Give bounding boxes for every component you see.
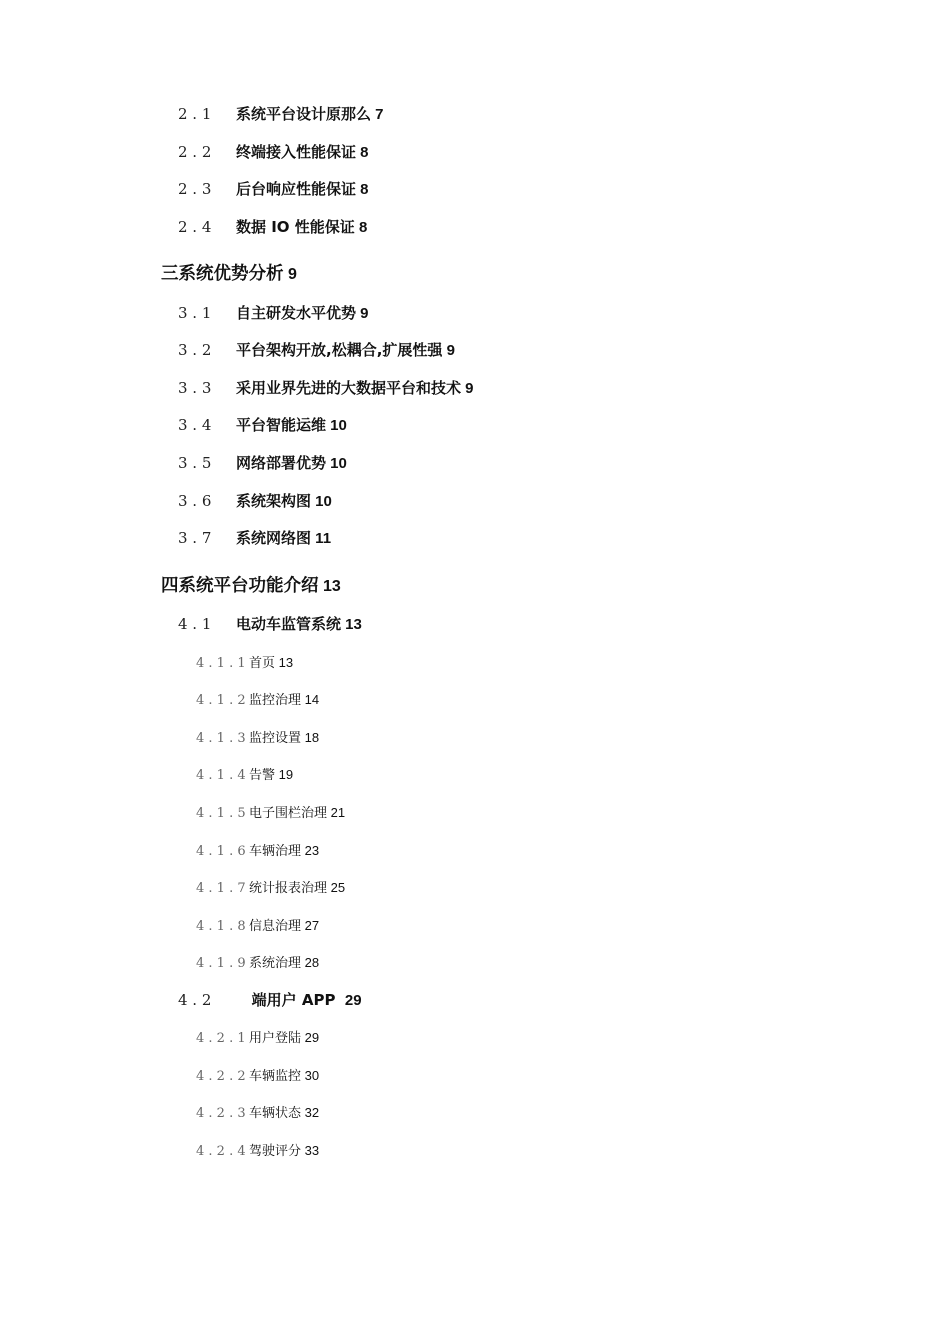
toc-title: 自主研发水平优势: [236, 304, 357, 322]
toc-page: 11: [311, 530, 332, 547]
toc-title: 监控治理: [249, 693, 302, 708]
toc-entry-4-2-3[interactable]: [196, 1106, 319, 1120]
toc-page: 13: [341, 616, 362, 633]
toc-page: 21: [327, 805, 346, 820]
toc-title: 后台响应性能保证: [236, 180, 357, 198]
toc-entry-4-1[interactable]: [178, 617, 362, 632]
toc-page: 8: [356, 144, 369, 161]
toc-page: 25: [327, 880, 346, 895]
toc-page: 23: [301, 843, 320, 858]
toc-title: 驾驶评分: [249, 1144, 302, 1159]
toc-entry-2-4[interactable]: [178, 220, 367, 235]
toc-entry-2-1[interactable]: [178, 107, 384, 122]
toc-title: 端用户 APP: [236, 991, 341, 1009]
toc-title: 平台架构开放,松耦合,扩展性强: [236, 341, 443, 359]
toc-entry-3-5[interactable]: [178, 456, 347, 471]
toc-title: 用户登陆: [249, 1031, 302, 1046]
toc-page: 13: [318, 578, 341, 595]
toc-page: 27: [301, 918, 320, 933]
toc-number: 4 . 1: [178, 615, 212, 633]
toc-entry-4-1-7[interactable]: [196, 881, 345, 895]
toc-entry-2-3[interactable]: [178, 182, 369, 197]
toc-number: 4 . 1 . 4: [196, 768, 246, 783]
toc-title: 三系统优势分析: [161, 264, 284, 284]
toc-entry-4-2-4[interactable]: [196, 1144, 319, 1158]
toc-entry-3-1[interactable]: [178, 306, 369, 321]
toc-page: 10: [311, 493, 332, 510]
toc-title: 首页: [249, 656, 276, 671]
toc-title: 终端接入性能保证: [236, 143, 357, 161]
toc-page: 9: [356, 305, 369, 322]
toc-entry-3-7[interactable]: [178, 531, 331, 546]
toc-number: 3 . 2: [178, 341, 212, 359]
toc-number: 3 . 4: [178, 416, 212, 434]
toc-number: 2 . 1: [178, 105, 212, 123]
toc-entry-4-1-5[interactable]: [196, 806, 345, 820]
toc-title: 监控设置: [249, 731, 302, 746]
toc-number: 4 . 1 . 5: [196, 806, 246, 821]
toc-page: 9: [461, 380, 474, 397]
toc-page: 9: [283, 266, 297, 283]
toc-page: 8: [356, 181, 369, 198]
toc-title: 系统架构图: [236, 492, 312, 510]
toc-page: 30: [301, 1068, 320, 1083]
toc-entry-4-1-8[interactable]: [196, 919, 319, 933]
toc-title: 电动车监管系统: [236, 615, 342, 633]
toc-number: 4 . 1 . 2: [196, 693, 246, 708]
toc-entry-4-2-1[interactable]: [196, 1031, 319, 1045]
toc-entry-4-1-6[interactable]: [196, 844, 319, 858]
toc-entry-4-1-4[interactable]: [196, 768, 293, 782]
toc-title: 四系统平台功能介绍: [161, 576, 319, 596]
toc-number: 3 . 5: [178, 454, 212, 472]
toc-number: 4 . 1 . 3: [196, 731, 246, 746]
toc-title: 数据 IO 性能保证: [236, 218, 355, 236]
toc-number: 3 . 6: [178, 492, 212, 510]
toc-number: 4 . 2 . 1: [196, 1031, 246, 1046]
toc-page: 28: [301, 955, 320, 970]
toc-number: 4 . 2 . 4: [196, 1144, 246, 1159]
toc-page: 10: [326, 417, 347, 434]
toc-entry-4-1-1[interactable]: [196, 656, 293, 670]
toc-title: 平台智能运维: [236, 416, 327, 434]
toc-title: 系统治理: [249, 956, 302, 971]
toc-page: 7: [371, 106, 384, 123]
toc-page: 32: [301, 1105, 320, 1120]
toc-chapter-3[interactable]: [161, 266, 297, 284]
toc-number: 4 . 1 . 7: [196, 881, 246, 896]
toc-number: 3 . 7: [178, 529, 212, 547]
toc-page: 9: [442, 342, 455, 359]
toc-entry-4-2[interactable]: [178, 993, 362, 1008]
toc-title: 信息治理: [249, 919, 302, 934]
toc-title: 统计报表治理: [249, 881, 328, 896]
toc-entry-4-2-2[interactable]: [196, 1069, 319, 1083]
toc-title: 系统网络图: [236, 529, 312, 547]
toc-number: 4 . 1 . 1: [196, 656, 246, 671]
toc-entry-4-1-2[interactable]: [196, 693, 319, 707]
toc-chapter-4[interactable]: [161, 578, 341, 596]
toc-entry-4-1-9[interactable]: [196, 956, 319, 970]
toc-page: 33: [301, 1143, 320, 1158]
toc-page: 29: [340, 992, 362, 1009]
toc-number: 4 . 1 . 9: [196, 956, 246, 971]
toc-entry-3-3[interactable]: [178, 381, 474, 396]
toc-number: 2 . 3: [178, 180, 212, 198]
toc-title: 车辆治理: [249, 844, 302, 859]
toc-number: 4 . 1 . 8: [196, 919, 246, 934]
toc-entry-4-1-3[interactable]: [196, 731, 319, 745]
toc-page: 10: [326, 455, 347, 472]
toc-entry-3-2[interactable]: [178, 343, 455, 358]
toc-page: 14: [301, 692, 320, 707]
toc-title: 告警: [249, 768, 276, 783]
toc-page: 13: [275, 655, 294, 670]
toc-number: 2 . 2: [178, 143, 212, 161]
toc-entry-2-2[interactable]: [178, 145, 369, 160]
toc-entry-3-4[interactable]: [178, 418, 347, 433]
toc-number: 4 . 2 . 2: [196, 1069, 246, 1084]
toc-number: 2 . 4: [178, 218, 212, 236]
toc-number: 4 . 1 . 6: [196, 844, 246, 859]
toc-title: 车辆状态: [249, 1106, 302, 1121]
toc-number: 3 . 3: [178, 379, 212, 397]
toc-page: 8: [354, 219, 368, 236]
toc-title: 系统平台设计原那么: [236, 105, 372, 123]
toc-number: 4 . 2 . 3: [196, 1106, 246, 1121]
toc-page: 29: [301, 1030, 320, 1045]
toc-title: 电子围栏治理: [249, 806, 328, 821]
toc-number: 4 . 2: [178, 991, 212, 1009]
toc-entry-3-6[interactable]: [178, 494, 332, 509]
toc-title: 采用业界先进的大数据平台和技术: [236, 379, 462, 397]
toc-number: 3 . 1: [178, 304, 212, 322]
toc-title: 网络部署优势: [236, 454, 327, 472]
toc-page: 18: [301, 730, 320, 745]
toc-page: 19: [275, 767, 294, 782]
toc-title: 车辆监控: [249, 1069, 302, 1084]
